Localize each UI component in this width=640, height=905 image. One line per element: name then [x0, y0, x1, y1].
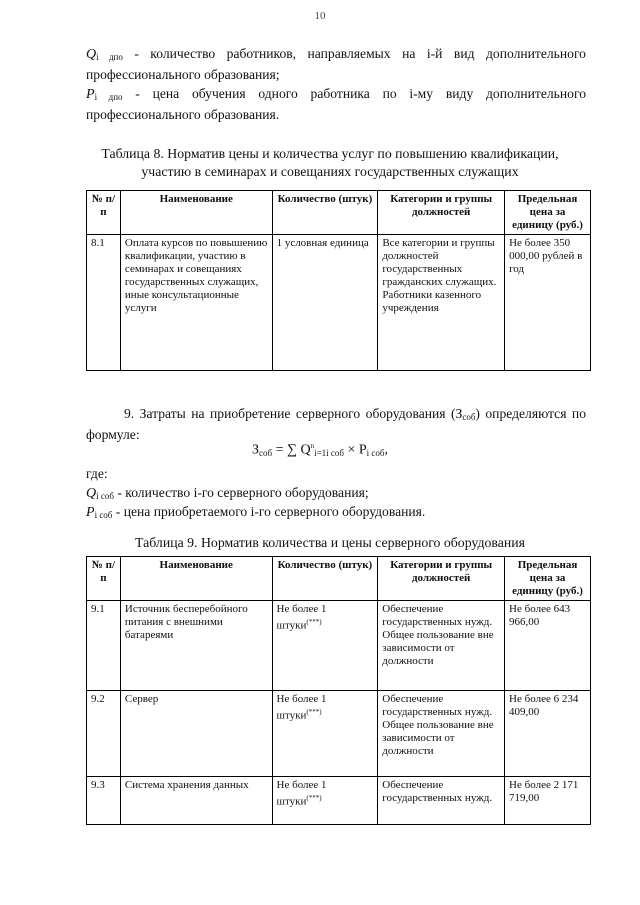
formula-times: × P [343, 442, 367, 458]
sum-upper: n [310, 442, 315, 450]
row-qty-mark: (***) [306, 794, 322, 802]
q-text: - количество i-го серверного оборудования; [113, 485, 369, 500]
row-name: Источник бесперебойного питания с внешними батареями [120, 601, 272, 691]
q-variable: Q [86, 486, 97, 501]
row-num: 9.2 [87, 691, 121, 777]
table9-header-name: Наименование [120, 557, 272, 601]
row-price: Не более 2 171 719,00 [505, 777, 591, 825]
p-variable: P [86, 505, 95, 520]
table9-header-num: № п/п [87, 557, 121, 601]
table9-caption: Таблица 9. Норматив количества и цены серверного оборудования [135, 535, 525, 550]
section9-intro [86, 404, 586, 444]
formula-end: , [384, 442, 388, 458]
row-qty [272, 601, 378, 691]
row-name: Система хранения данных [120, 777, 272, 825]
row-category: Все категории и группы должностей государственных гражданских служащих. Работники казенного учреждения [378, 235, 505, 371]
row-name: Оплата курсов по повышению квалификации, участию в семинарах и совещаниях государственных служащих, иные консультационные услуги [120, 235, 272, 371]
formula-lhs: З [251, 442, 259, 458]
table8-header-price: Предельная цена за единицу (руб.) [505, 191, 591, 235]
q-variable: Q [86, 47, 97, 62]
table9-header-qty: Количество (штук) [272, 557, 378, 601]
p-text: - цена приобретаемого i-го серверного оборудования. [112, 504, 426, 519]
row-category: Обеспечение государственных нужд. Общее пользование вне зависимости от должности [378, 601, 505, 691]
row-qty-text: Не более 1 штуки [276, 603, 327, 632]
row-price: Не более 6 234 409,00 [505, 691, 591, 777]
table8-header-category: Категории и группы должностей [378, 191, 505, 235]
table8-caption-line1: Таблица 8. Норматив цены и количества услуг по повышению квалификации, [101, 146, 559, 161]
row-qty-text: Не более 1 штуки [276, 779, 327, 808]
row-price: Не более 643 966,00 [505, 601, 591, 691]
table8-header-row [87, 191, 591, 235]
intro-q-definition [86, 44, 586, 84]
row-category: Обеспечение государственных нужд. [378, 777, 505, 825]
table-row [87, 691, 591, 777]
row-num: 9.1 [87, 601, 121, 691]
row-price: Не более 350 000,00 рублей в год [505, 235, 591, 371]
table9-header-category: Категории и группы должностей [378, 557, 505, 601]
formula [0, 442, 640, 459]
table8 [86, 190, 591, 371]
table8-header-name: Наименование [120, 191, 272, 235]
p-variable: P [86, 87, 95, 102]
row-num: 9.3 [87, 777, 121, 825]
row-qty: 1 условная единица [272, 235, 378, 371]
section9-q-definition [86, 483, 586, 504]
table8-header-qty: Количество (штук) [272, 191, 378, 235]
table8-header-num: № п/п [87, 191, 121, 235]
section9-p-definition [86, 502, 586, 523]
formula-q-sub: i соб [326, 447, 344, 458]
row-qty-mark: (***) [306, 618, 322, 626]
p-text: - цена обучения одного работника по i-му виду дополнительного профессионального образования. [86, 86, 586, 122]
page-number: 10 [314, 10, 326, 22]
row-category: Обеспечение государственных нужд. Общее пользование вне зависимости от должности [378, 691, 505, 777]
table9 [86, 556, 591, 825]
table-row [87, 235, 591, 371]
row-qty [272, 777, 378, 825]
row-qty-mark: (***) [306, 708, 322, 716]
formula-lhs-sub: соб [259, 447, 273, 458]
row-qty [272, 691, 378, 777]
section9-intro-sub: соб [462, 412, 476, 422]
table9-header-price: Предельная цена за единицу (руб.) [505, 557, 591, 601]
p-subscript: i соб [94, 510, 113, 520]
q-subscript: i дпо [96, 52, 123, 62]
p-subscript: i дпо [94, 92, 123, 102]
q-subscript: i соб [96, 491, 114, 501]
table8-caption-line2: участию в семинарах и совещаниях государственных служащих [141, 164, 519, 179]
q-text: - количество работников, направляемых на i-й вид дополнительного профессионального образования; [86, 46, 586, 82]
intro-p-definition [86, 84, 586, 124]
section9-intro-end: ) определяются по формуле: [86, 406, 586, 442]
table9-header-row [87, 557, 591, 601]
row-name: Сервер [120, 691, 272, 777]
section9-intro-text: 9. Затраты на приобретение серверного оборудования (З [124, 406, 463, 421]
row-num: 8.1 [87, 235, 121, 371]
formula-rhs: = ∑ Q [272, 442, 311, 458]
sum-lower: i=1 [314, 447, 327, 458]
table-row [87, 777, 591, 825]
row-qty-text: Не более 1 штуки [276, 693, 327, 722]
where-label: где: [86, 466, 108, 481]
table-row [87, 601, 591, 691]
formula-p-sub: i соб [366, 447, 385, 458]
table8-caption [60, 145, 600, 181]
